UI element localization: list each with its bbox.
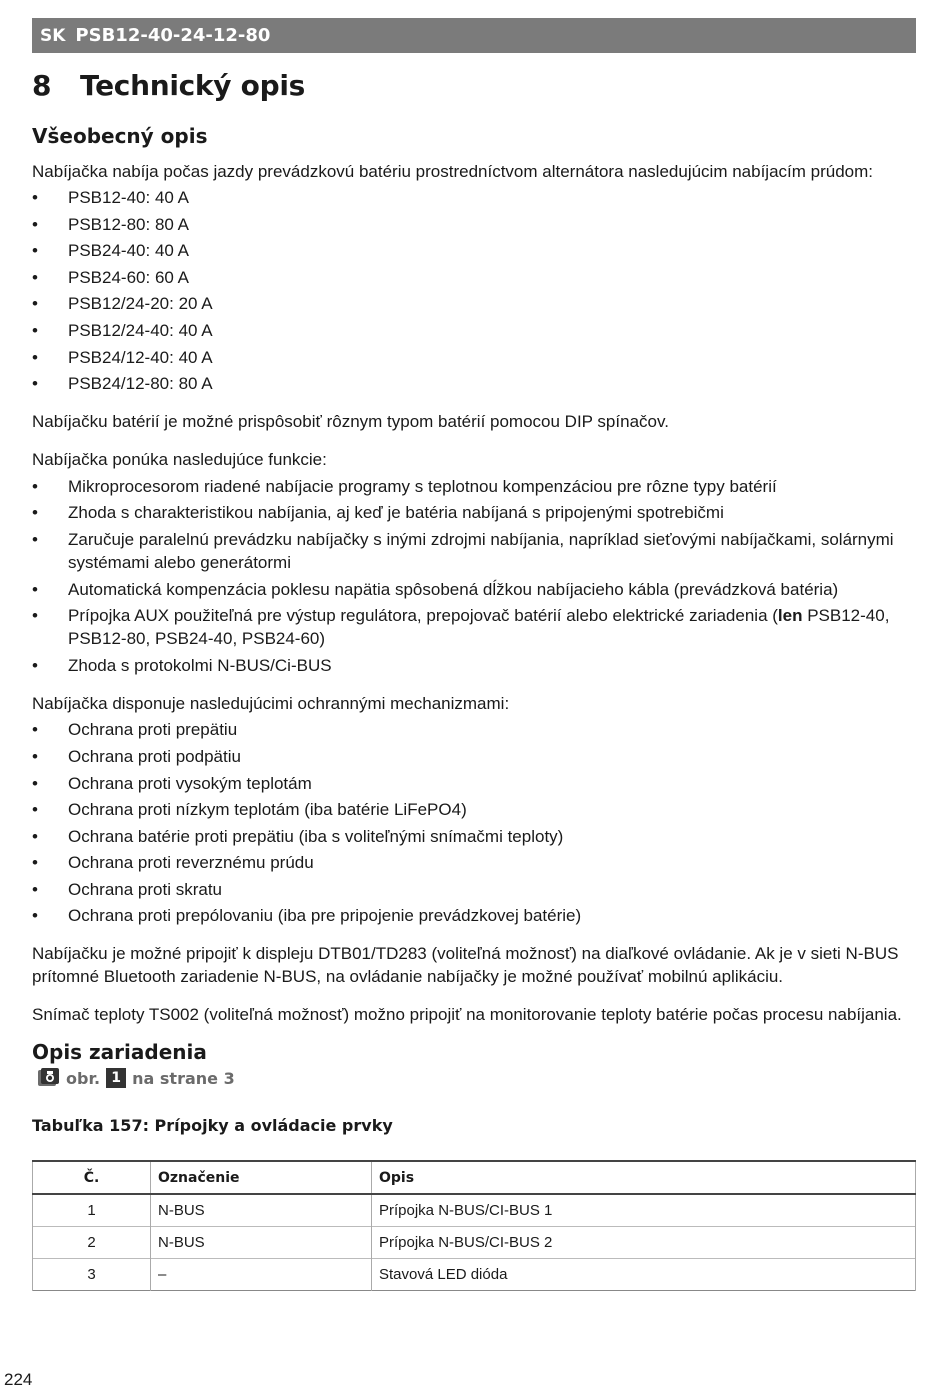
- protection-intro: Nabíjačka disponuje nasledujúcimi ochrannými mechanizmami:: [32, 693, 510, 713]
- list-item: • PSB24/12-80: 80 A: [32, 374, 213, 394]
- section-number: 8: [32, 69, 52, 102]
- list-item: • Ochrana proti nízkym teplotám (iba batérie LiFePO4): [32, 800, 467, 820]
- functions-list: [32, 475, 916, 677]
- table-caption: Tabuľka 157: Prípojky a ovládacie prvky: [32, 1116, 393, 1136]
- device-heading: Opis zariadenia: [32, 1040, 207, 1065]
- currents-list: [32, 186, 916, 395]
- table-cell: Prípojka N-BUS/CI-BUS 1: [372, 1194, 916, 1227]
- table-row: [33, 1227, 916, 1259]
- list-item: • Automatická kompenzácia poklesu napätia spôsobená dĺžkou nabíjacieho kábla (prevádzková batéria): [32, 579, 839, 599]
- table-cell: 2: [33, 1227, 151, 1259]
- list-item: • Mikroprocesorom riadené nabíjacie programy s teplotnou kompenzáciou pre rôzne typy batérií: [32, 476, 777, 496]
- table-cell: N-BUS: [151, 1227, 372, 1259]
- main-content: [32, 64, 916, 1291]
- list-item: • PSB24/12-40: 40 A: [32, 347, 213, 367]
- functions-intro: Nabíjačka ponúka nasledujúce funkcie:: [32, 450, 327, 470]
- general-heading: Všeobecný opis: [32, 124, 208, 148]
- dip-paragraph: Nabíjačku batérií je možné prispôsobiť rôznym typom batérií pomocou DIP spínačov.: [32, 412, 669, 432]
- table-cell: N-BUS: [151, 1194, 372, 1227]
- list-item: • Zhoda s protokolmi N-BUS/Ci-BUS: [32, 655, 332, 675]
- protection-list: [32, 718, 916, 927]
- list-item: • Zhoda s charakteristikou nabíjania, aj keď je batéria nabíjaná s pripojenými spotrebičmi: [32, 503, 724, 523]
- page-number: 224: [4, 1370, 33, 1389]
- intro-paragraph: Nabíjačka nabíja počas jazdy prevádzkovú batériu prostredníctvom alternátora nasledujúcim nabíjacím prúdom:: [32, 162, 874, 181]
- list-item: • Ochrana proti podpätiu: [32, 746, 241, 766]
- list-item: • PSB12-40: 40 A: [32, 188, 189, 207]
- table-cell: 3: [33, 1259, 151, 1291]
- column-header: Opis: [372, 1161, 916, 1194]
- list-item: • Prípojka AUX použiteľná pre výstup regulátora, prepojovač batérií alebo elektrické zariadenia (len PSB12-40, PSB12-80, PSB24-40, PSB24-60): [32, 606, 890, 649]
- language-code: SK: [40, 25, 66, 46]
- table-cell: Stavová LED dióda: [372, 1259, 916, 1291]
- camera-icon: [38, 1068, 60, 1088]
- header-bar: [32, 18, 916, 53]
- list-item: • Ochrana batérie proti prepätiu (iba s voliteľnými snímačmi teploty): [32, 826, 564, 846]
- column-header: Č.: [33, 1161, 151, 1194]
- list-item: • Ochrana proti skratu: [32, 879, 223, 899]
- sensor-paragraph: Snímač teploty TS002 (voliteľná možnosť) možno pripojiť na monitorovanie teploty batérie počas procesu nabíjania.: [32, 1005, 902, 1025]
- figure-suffix: na strane 3: [132, 1068, 235, 1088]
- list-item: • Ochrana proti prepätiu: [32, 720, 238, 740]
- list-item: • PSB12/24-20: 20 A: [32, 294, 213, 314]
- connections-table: [32, 1160, 916, 1291]
- list-item: • Zaručuje paralelnú prevádzku nabíjačky s inými zdrojmi nabíjania, napríklad sieťovými nabíjačkami, solárnymi systémami alebo generátormi: [32, 529, 894, 572]
- table-cell: 1: [33, 1194, 151, 1227]
- list-item: • PSB12-80: 80 A: [32, 214, 189, 234]
- section-title-text: Technický opis: [80, 69, 305, 102]
- table-cell: –: [151, 1259, 372, 1291]
- section-title: [32, 64, 916, 108]
- figure-number: 1: [106, 1068, 126, 1088]
- figure-reference[interactable]: [32, 1068, 916, 1088]
- list-item: • Ochrana proti reverznému prúdu: [32, 853, 314, 873]
- model-name: PSB12-40-24-12-80: [75, 25, 271, 46]
- table-row: [33, 1259, 916, 1291]
- list-item: • PSB24-40: 40 A: [32, 241, 189, 261]
- list-item: • PSB12/24-40: 40 A: [32, 320, 213, 340]
- figure-prefix: obr.: [66, 1068, 101, 1088]
- table-row: [33, 1194, 916, 1227]
- table-cell: Prípojka N-BUS/CI-BUS 2: [372, 1227, 916, 1259]
- list-item: • Ochrana proti prepólovaniu (iba pre pripojenie prevádzkovej batérie): [32, 906, 582, 926]
- emphasis: len: [777, 606, 803, 626]
- display-paragraph: Nabíjačku je možné pripojiť k displeju DTB01/TD283 (voliteľná možnosť) na diaľkové ovládanie. Ak je v sieti N-BUS prítomné Bluetooth zariadenie N-BUS, na ovládanie nabíjačky je možné používať mobilnú aplikáciu.: [32, 944, 899, 987]
- column-header: Označenie: [151, 1161, 372, 1194]
- list-item: • Ochrana proti vysokým teplotám: [32, 773, 312, 793]
- list-item: • PSB24-60: 60 A: [32, 267, 189, 287]
- table-header-row: [33, 1161, 916, 1194]
